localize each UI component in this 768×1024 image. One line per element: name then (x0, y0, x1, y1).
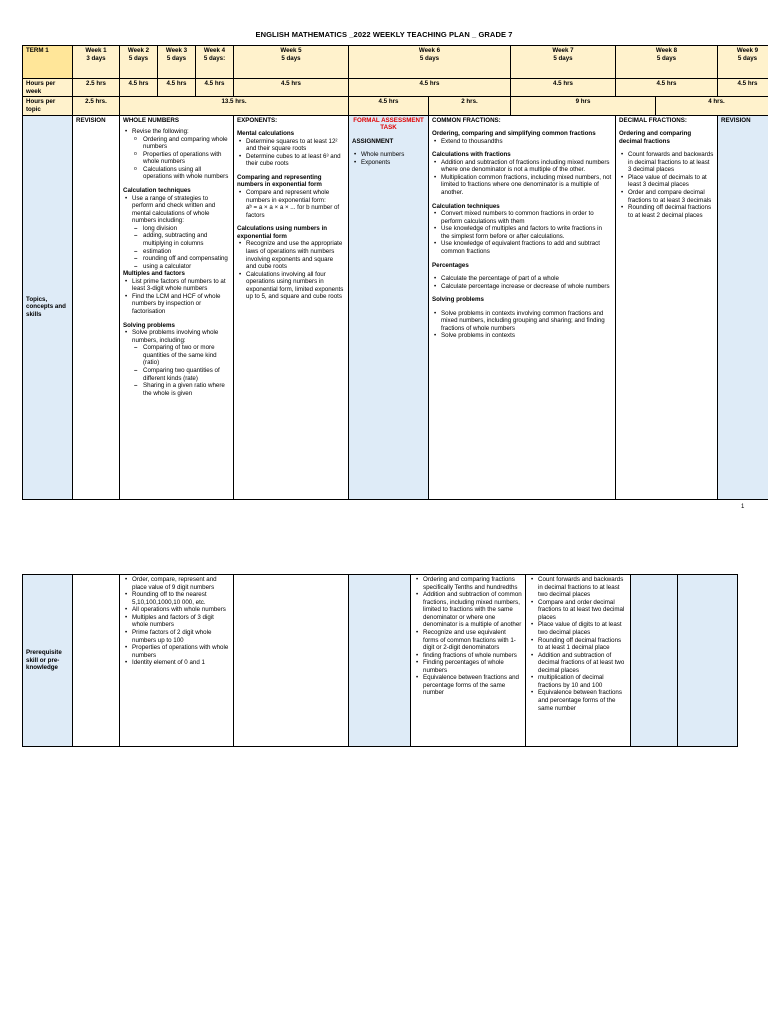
list-item: – Sharing in a given ratio where the whole is given (143, 382, 230, 397)
list-item: • Find the LCM and HCF of whole numbers by inspection or factorisation (132, 293, 230, 316)
list-item: • Addition and subtraction of decimal fractions of at least two decimal places (538, 652, 627, 675)
list-item: – using a calculator (143, 263, 230, 271)
hours-week-6: 4.5 hrs (349, 79, 511, 97)
list-item: • Exponents (361, 159, 425, 167)
list-item: • Determine squares to at least 12² and their square roots (246, 138, 345, 153)
list-item: • Finding percentages of whole numbers (423, 659, 522, 674)
calculations-exponential-list (237, 240, 345, 301)
week-2-header: Week 2 5 days (120, 46, 158, 79)
week-9-header: Week 9 5 days (718, 46, 768, 79)
percentages-list (432, 275, 612, 290)
page-number: 1 (741, 504, 745, 510)
decimal-fractions-list (619, 151, 714, 219)
whole-numbers-cell (120, 115, 234, 499)
weekly-plan-table (22, 45, 768, 500)
list-item: • Rounding off to the nearest 5,10,100,1000,10 000, etc. (132, 591, 230, 606)
week-header-row (23, 46, 768, 79)
list-item: • Addition and subtraction of fractions including mixed numbers where one denominator is not a multiple of the other. (441, 159, 612, 174)
decimal-fractions-title: DECIMAL FRACTIONS: (619, 116, 687, 124)
list-item: • Solve problems in contexts involving common fractions and mixed numbers, including grouping and sharing; and finding fractions of whole numbers (441, 310, 612, 333)
list-item: – long division (143, 225, 230, 233)
list-item: • Compare and order decimal fractions to at least two decimal places (538, 599, 627, 622)
mental-calculations-list (237, 138, 345, 168)
list-item: • List prime factors of numbers to at least 3-digit whole numbers (132, 278, 230, 293)
list-item: o Properties of operations with whole numbers (143, 151, 230, 166)
list-item: – rounding off and compensating (143, 255, 230, 263)
list-item: • Calculate percentage increase or decrease of whole numbers (441, 283, 612, 291)
topics-row (23, 115, 768, 499)
list-item: • Count forwards and backwards in decimal fractions to at least 3 decimal places (628, 151, 714, 174)
solving-problems-heading: Solving problems (123, 321, 175, 329)
list-item: • Use a range of strategies to perform and check written and mental calculations of whole numbers including: – long division – adding, subtracting and multiplying in columns – estimation – rounding off and compensating – using a calculator (132, 195, 230, 271)
list-item: • Addition and subtraction of common fractions, including mixed numbers, limited to fractions with the same denominator or where one denominator is a multiple of another (423, 591, 522, 629)
exponents-cell (234, 115, 349, 499)
list-item: • Place value of decimals to at least 3 decimal places (628, 174, 714, 189)
hours-week-2: 4.5 hrs (120, 79, 158, 97)
list-item: o Ordering and comparing whole numbers (143, 136, 230, 151)
topic-hours-exponents: 4.5 hrs (349, 97, 429, 115)
prereq-test-cell (678, 575, 738, 747)
list-item: • Extend to thousandths (441, 138, 612, 146)
hours-week-7: 4.5 hrs (511, 79, 616, 97)
list-item: o Calculations using all operations with whole numbers (143, 166, 230, 181)
assignment-label: ASSIGNMENT (352, 137, 394, 145)
prereq-common-fractions-list (414, 576, 522, 697)
hours-per-week-label: Hours per week (23, 79, 73, 97)
calc-fractions-list (432, 159, 612, 197)
list-item: • Count forwards and backwards in decimal fractions to at least two decimal places (538, 576, 627, 599)
prereq-whole-numbers-list (123, 576, 230, 667)
list-item: • finding fractions of whole numbers (423, 652, 522, 660)
list-item: • Order, compare, represent and place value of 9 digit numbers (132, 576, 230, 591)
hours-week-5: 4.5 hrs (234, 79, 349, 97)
hours-week-1: 2.5 hrs (73, 79, 120, 97)
hours-per-week-row (23, 79, 768, 97)
ordering-fractions-list (432, 138, 612, 146)
multiples-list (123, 278, 230, 316)
list-item: • Determine cubes to at least 6³ and their cube roots (246, 153, 345, 168)
week-8-header: Week 8 5 days (616, 46, 718, 79)
fraction-problems-heading: Solving problems (432, 296, 484, 304)
prereq-exponents-cell (234, 575, 349, 747)
prereq-decimal-fractions-cell (526, 575, 631, 747)
solving-problems-list (123, 329, 230, 397)
list-item: • Calculations involving all four operations using numbers in exponential form, limited exponents up to 5, and square and cube roots (246, 271, 345, 301)
list-item: • Equivalence between fractions and percentage forms of the same number (538, 689, 627, 712)
common-fractions-title: COMMON FRACTIONS: (432, 116, 501, 124)
week-5-header: Week 5 5 days (234, 46, 349, 79)
list-item: • Multiples and factors of 3 digit whole numbers (132, 614, 230, 629)
term-label: TERM 1 (23, 46, 73, 79)
list-item: – adding, subtracting and multiplying in columns (143, 232, 230, 247)
list-item: • multiplication of decimal fractions by 10 and 100 (538, 674, 627, 689)
prereq-assessment-cell (349, 575, 411, 747)
list-item: • Place value of digits to at least two decimal places (538, 621, 627, 636)
revision-cell: REVISION (73, 115, 120, 499)
exponents-title: EXPONENTS: (237, 116, 278, 124)
list-item: • Solve problems involving whole numbers, including: – Comparing of two or more quantities of the same kind (ratio) – Comparing two quantities of different kinds (rate) – Sharing in a given ratio where the whole is given (132, 329, 230, 397)
whole-numbers-revise-list (123, 128, 230, 181)
hours-per-topic-label: Hours per topic (23, 97, 73, 115)
list-item: • Identity element of 0 and 1 (132, 659, 230, 667)
percentages-heading: Percentages (432, 261, 469, 269)
assignment-topics-list (352, 151, 425, 166)
week-3-header: Week 3 5 days (158, 46, 196, 79)
hours-week-8: 4.5 hrs (616, 79, 718, 97)
revision-cell-2: REVISION (718, 115, 768, 499)
topics-label: Topics, concepts and skills (23, 115, 73, 499)
topic-hours-decimal-fractions: 4 hrs. (656, 97, 768, 115)
week-7-header: Week 7 5 days (511, 46, 616, 79)
hours-week-9: 4.5 hrs (718, 79, 768, 97)
topic-hours-common-fractions: 9 hrs (511, 97, 656, 115)
list-item: • Calculate the percentage of part of a whole (441, 275, 612, 283)
prereq-revision-cell-2 (631, 575, 678, 747)
week-4-header: Week 4 5 days: (196, 46, 234, 79)
decimal-fractions-cell (616, 115, 718, 499)
fraction-techniques-heading: Calculation techniques (432, 202, 500, 210)
hours-per-topic-row (23, 97, 768, 115)
mental-calculations-heading: Mental calculations (237, 130, 295, 138)
list-item: • Rounding off decimal fractions to at least 1 decimal place (538, 637, 627, 652)
list-item: – Comparing of two or more quantities of the same kind (ratio) (143, 344, 230, 367)
list-item: • Prime factors of 2 digit whole numbers up to 100 (132, 629, 230, 644)
prereq-whole-numbers-cell (120, 575, 234, 747)
topic-hours-assessment: 2 hrs. (429, 97, 511, 115)
list-item: • Solve problems in contexts (441, 332, 612, 340)
ordering-fractions-heading: Ordering, comparing and simplifying common fractions (432, 130, 596, 138)
list-item: • Equivalence between fractions and percentage forms of the same number (423, 674, 522, 697)
list-item: • Whole numbers (361, 151, 425, 159)
list-item: • Use knowledge of multiples and factors to write fractions in the simplest form before or after calculations. (441, 225, 612, 240)
list-item: • Ordering and comparing fractions specifically Tenths and hundredths (423, 576, 522, 591)
whole-numbers-title: WHOLE NUMBERS (123, 116, 180, 124)
list-item: • Rounding off decimal fractions to at least 2 decimal places (628, 204, 714, 219)
list-item: • Multiplication common fractions, including mixed numbers, not limited to fractions where one denominator is a multiple of another. (441, 174, 612, 197)
week-6-header: Week 6 5 days (349, 46, 511, 79)
calc-fractions-heading: Calculations with fractions (432, 151, 511, 159)
prereq-revision-cell (73, 575, 120, 747)
ordering-decimals-heading: Ordering and comparing decimal fractions (619, 130, 692, 145)
list-item: • All operations with whole numbers (132, 606, 230, 614)
topic-hours-whole-numbers: 13.5 hrs. (120, 97, 349, 115)
calculations-exponential-heading: Calculations using numbers in exponential form (237, 225, 328, 240)
prereq-decimal-fractions-list (529, 576, 627, 712)
fraction-problems-list (432, 310, 612, 340)
list-item: • Revise the following: o Ordering and comparing whole numbers o Properties of operations with whole numbers o Calculations using all operations with whole numbers (132, 128, 230, 181)
fraction-techniques-list (432, 210, 612, 255)
prerequisite-table (22, 574, 738, 747)
comparing-exponential-heading: Comparing and representing numbers in exponential form (237, 173, 322, 189)
exponential-formula: aᵇ = a × a × a × ... for b number of factors (246, 204, 340, 219)
week-1-header: Week 1 3 days (73, 46, 120, 79)
prerequisite-row (23, 575, 738, 747)
list-item: – Comparing two quantities of different kinds (rate) (143, 367, 230, 382)
calculation-techniques-heading: Calculation techniques (123, 187, 191, 194)
list-item: • Recognize and use equivalent forms of common fractions with 1-digit or 2-digit denominators (423, 629, 522, 652)
hours-week-3: 4.5 hrs (158, 79, 196, 97)
topic-hours-revision: 2.5 hrs. (73, 97, 120, 115)
list-item: • Compare and represent whole numbers in exponential form: (246, 189, 345, 204)
formal-assessment-title: FORMAL ASSESSMENT TASK (353, 116, 424, 132)
list-item: • Order and compare decimal fractions to at least 3 decimals (628, 189, 714, 204)
document-title: ENGLISH MATHEMATICS _2022 WEEKLY TEACHING PLAN _ GRADE 7 (255, 30, 513, 39)
prerequisite-label: Prerequisite skill or pre-knowledge (23, 575, 73, 747)
multiples-heading: Multiples and factors (123, 270, 185, 278)
comparing-exponential-list (237, 189, 345, 204)
common-fractions-cell (429, 115, 616, 499)
list-item: • Convert mixed numbers to common fractions in order to perform calculations with them (441, 210, 612, 225)
list-item: – estimation (143, 248, 230, 256)
list-item: • Use knowledge of equivalent fractions to add and subtract common fractions (441, 240, 612, 255)
prereq-common-fractions-cell (411, 575, 526, 747)
list-item: • Properties of operations with whole numbers (132, 644, 230, 659)
hours-week-4: 4.5 hrs (196, 79, 234, 97)
list-item: • Recognize and use the appropriate laws of operations with numbers involving exponents and square and cube roots (246, 240, 345, 270)
formal-assessment-cell (349, 115, 429, 499)
calculation-techniques-list (123, 195, 230, 271)
